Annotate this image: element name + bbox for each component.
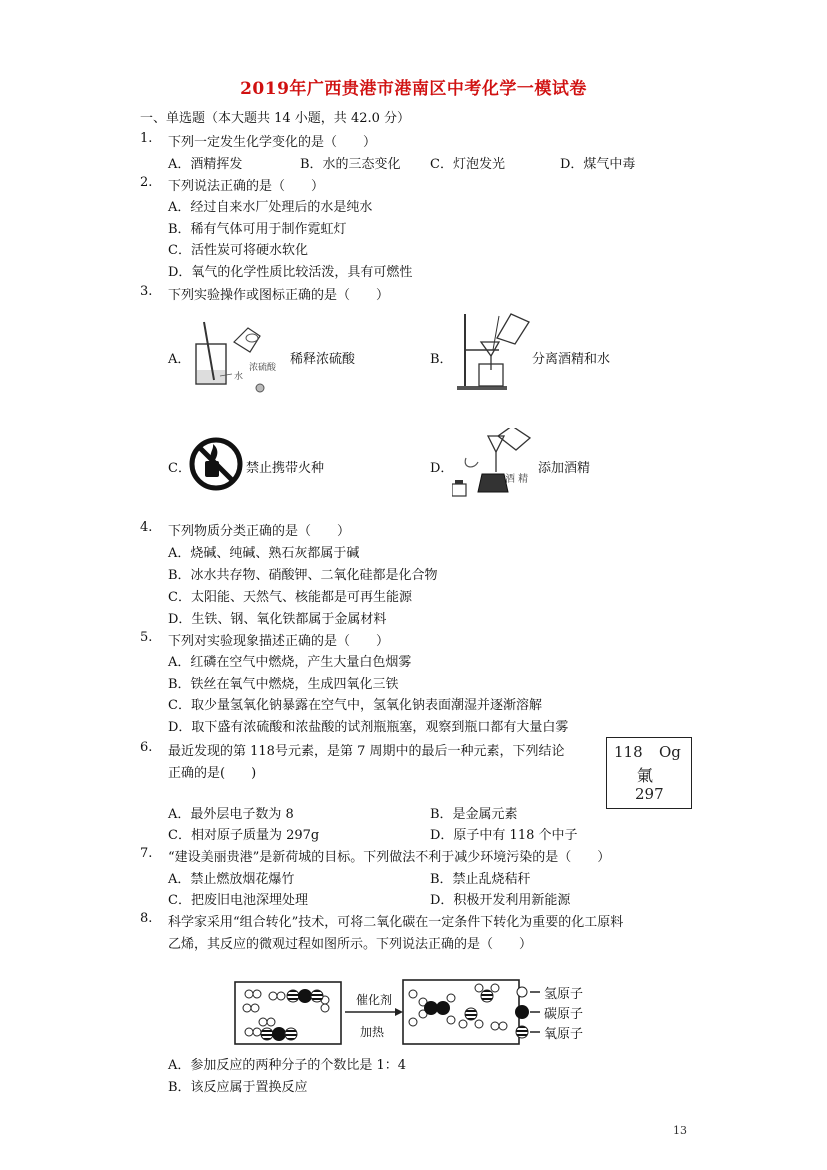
question-2-option-b: B．稀有气体可用于制作霓虹灯: [168, 222, 347, 237]
question-1-option-c: C．灯泡发光: [430, 157, 505, 172]
question-1-stem: 下列一定发生化学变化的是（ ）: [168, 135, 377, 150]
question-2-number: 2.: [140, 175, 153, 190]
question-4-option-b: B．冰水共存物、硝酸钾、二氧化硅都是化合物: [168, 568, 438, 583]
question-6-stem-continued: 正确的是( ): [168, 766, 257, 781]
question-4-option-a: A．烧碱、纯碱、熟石灰都属于碱: [168, 546, 360, 561]
question-2-option-a: A．经过自来水厂处理后的水是纯水: [168, 200, 373, 215]
fig-label-acid: 浓硫酸: [249, 363, 277, 373]
question-4-option-d: D．生铁、钢、氧化铁都属于金属材料: [168, 612, 387, 627]
question-8-number: 8.: [140, 911, 153, 926]
question-6-number: 6.: [140, 740, 153, 755]
question-5-option-b: B．铁丝在氧气中燃烧，生成四氧化三铁: [168, 677, 399, 692]
question-2-option-c: C．活性炭可将硬水软化: [168, 243, 308, 258]
element-mass: 297: [635, 785, 664, 803]
question-6-stem: 最近发现的第 118号元素，是第 7 周期中的最后一种元素，下列结论: [168, 744, 565, 759]
question-3-caption-b: 分离酒精和水: [532, 352, 611, 367]
element-atomic-number: 118: [614, 743, 643, 761]
question-1-number: 1.: [140, 131, 153, 146]
legend-oxygen-label: 氧原子: [544, 1027, 584, 1042]
question-8-stem-continued: 乙烯，其反应的微观过程如图所示。下列说法正确的是（ ）: [168, 937, 533, 952]
legend-carbon-label: 碳原子: [544, 1007, 584, 1022]
question-4-stem: 下列物质分类正确的是（ ）: [168, 524, 351, 539]
question-7-option-c: C．把废旧电池深埋处理: [168, 893, 308, 908]
element-name: 氭: [637, 766, 654, 785]
question-3-option-c: C．: [168, 461, 191, 476]
question-6-option-b: B．是金属元素: [430, 807, 518, 822]
question-4-number: 4.: [140, 520, 153, 535]
question-3-stem: 下列实验操作或图标正确的是（ ）: [168, 288, 390, 303]
question-3-number: 3.: [140, 284, 153, 299]
alcohol-lamp-figure: [452, 428, 532, 504]
element-symbol: Og: [659, 743, 681, 761]
question-3-caption-d: 添加酒精: [538, 461, 591, 476]
question-3-caption-a: 稀释浓硫酸: [290, 352, 356, 367]
fig-label-alcohol: 酒 精: [505, 474, 529, 485]
question-8-stem: 科学家采用“组合转化”技术，可将二氧化碳在一定条件下转化为重要的化工原料: [168, 915, 624, 930]
dilute-acid-figure: [190, 318, 270, 396]
question-5-stem: 下列对实验现象描述正确的是（ ）: [168, 634, 390, 649]
question-7-option-b: B．禁止乱烧秸秆: [430, 872, 531, 887]
no-fire-sign-icon: [188, 436, 244, 492]
question-3-option-a: A．: [168, 352, 191, 367]
question-8-option-b: B．该反应属于置换反应: [168, 1080, 308, 1095]
question-5-number: 5.: [140, 630, 153, 645]
legend-hydrogen-label: 氢原子: [544, 987, 584, 1002]
question-3-caption-c: 禁止携带火种: [246, 461, 325, 476]
question-7-stem: “建设美丽贵港”是新荷城的目标。下列做法不利于减少环境污染的是（ ）: [168, 850, 611, 865]
question-2-stem: 下列说法正确的是（ ）: [168, 179, 325, 194]
question-7-option-d: D．积极开发利用新能源: [430, 893, 571, 908]
page-number: 13: [673, 1124, 687, 1137]
question-7-option-a: A．禁止燃放烟花爆竹: [168, 872, 295, 887]
question-1-option-b: B．水的三态变化: [300, 157, 401, 172]
question-1-option-a: A．酒精挥发: [168, 157, 243, 172]
reaction-catalyst-label: 催化剂: [356, 993, 393, 1007]
question-3-option-d: D．: [430, 461, 454, 476]
fig-label-water: 水: [234, 372, 244, 382]
question-6-option-d: D．原子中有 118 个中子: [430, 828, 578, 843]
question-1-option-d: D．煤气中毒: [560, 157, 636, 172]
question-8-option-a: A．参加反应的两种分子的个数比是 1：4: [168, 1058, 407, 1073]
question-5-option-d: D．取下盛有浓硫酸和浓盐酸的试剂瓶瓶塞，观察到瓶口都有大量白雾: [168, 720, 569, 735]
question-3-option-b: B．: [430, 352, 453, 367]
question-2-option-d: D．氧气的化学性质比较活泼，具有可燃性: [168, 265, 413, 280]
filtration-figure: [455, 310, 535, 392]
question-7-number: 7.: [140, 846, 153, 861]
section-heading: 一、单选题（本大题共 14 小题，共 42.0 分）: [140, 111, 411, 126]
question-5-option-a: A．红磷在空气中燃烧，产生大量白色烟雾: [168, 655, 412, 670]
reaction-heat-label: 加热: [360, 1025, 385, 1039]
element-card-og: [606, 737, 692, 809]
question-4-option-c: C．太阳能、天然气、核能都是可再生能源: [168, 590, 412, 605]
question-5-option-c: C．取少量氢氧化钠暴露在空气中，氢氧化钠表面潮湿并逐渐溶解: [168, 698, 542, 713]
question-6-option-c: C．相对原子质量为 297g: [168, 828, 320, 843]
question-6-option-a: A．最外层电子数为 8: [168, 807, 294, 822]
page-title: 2019年广西贵港市港南区中考化学一模试卷: [240, 79, 587, 99]
